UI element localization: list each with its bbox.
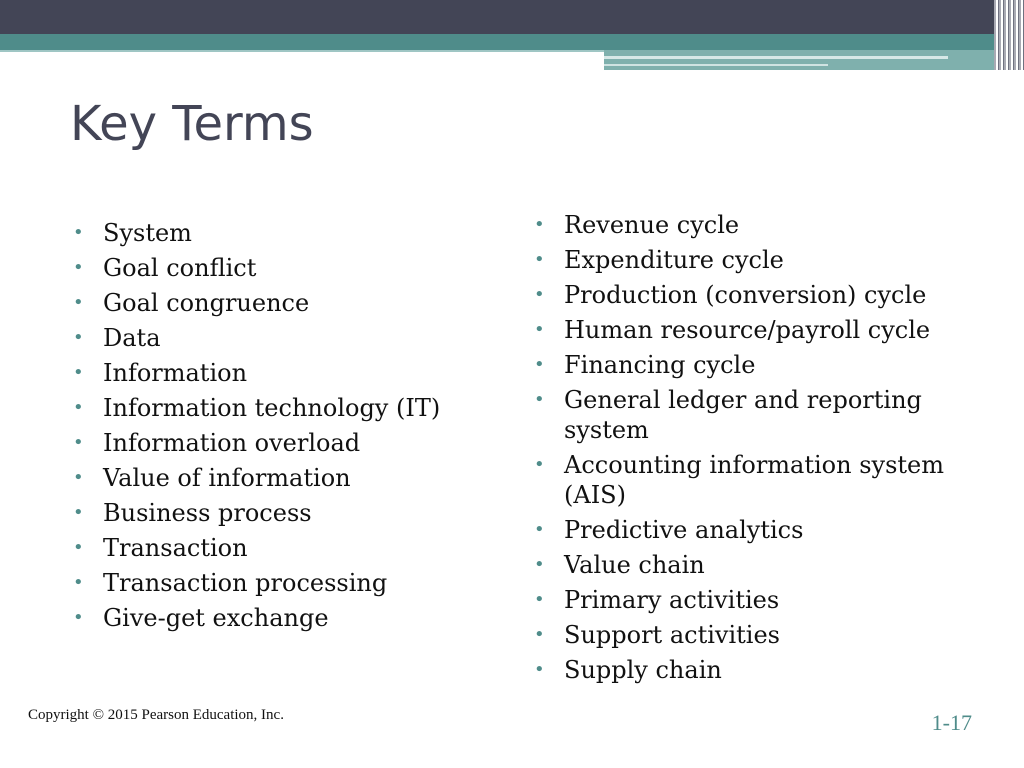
key-term-item: • Information technology (IT) [71, 393, 501, 423]
key-term-item: • Human resource/payroll cycle [532, 315, 972, 345]
key-term-item: • Information overload [71, 428, 501, 458]
key-terms-list-left [71, 218, 501, 638]
key-term-item: • Transaction processing [71, 568, 501, 598]
key-term-item: • Financing cycle [532, 350, 972, 380]
key-term-item: • Data [71, 323, 501, 353]
key-term-item: • Expenditure cycle [532, 245, 972, 275]
header-accent-line [0, 50, 604, 52]
key-term-item: • Goal conflict [71, 253, 501, 283]
decorative-stripes [994, 0, 1024, 70]
header-accent-band [0, 34, 1024, 50]
key-term-item: • Supply chain [532, 655, 972, 685]
slide-number: 1-17 [931, 710, 972, 735]
key-term-item: • General ledger and reporting system [532, 385, 972, 445]
key-term-item: • System [71, 218, 501, 248]
copyright-notice: Copyright © 2015 Pearson Education, Inc. [28, 707, 284, 723]
key-term-item: • Information [71, 358, 501, 388]
key-term-item: • Transaction [71, 533, 501, 563]
header-banner [0, 0, 1024, 34]
key-term-item: • Business process [71, 498, 501, 528]
key-term-item: • Support activities [532, 620, 972, 650]
key-term-item: • Production (conversion) cycle [532, 280, 972, 310]
key-terms-list-right [532, 210, 972, 690]
key-term-item: • Value of information [71, 463, 501, 493]
header-right-tab [604, 50, 1024, 70]
key-term-item: • Revenue cycle [532, 210, 972, 240]
key-term-item: • Give-get exchange [71, 603, 501, 633]
key-term-item: • Goal congruence [71, 288, 501, 318]
header-tab-line [604, 56, 948, 59]
header-tab-line [604, 64, 828, 66]
key-term-item: • Value chain [532, 550, 972, 580]
slide-title: Key Terms [70, 96, 314, 152]
key-term-item: • Primary activities [532, 585, 972, 615]
key-term-item: • Predictive analytics [532, 515, 972, 545]
key-term-item: • Accounting information system (AIS) [532, 450, 972, 510]
